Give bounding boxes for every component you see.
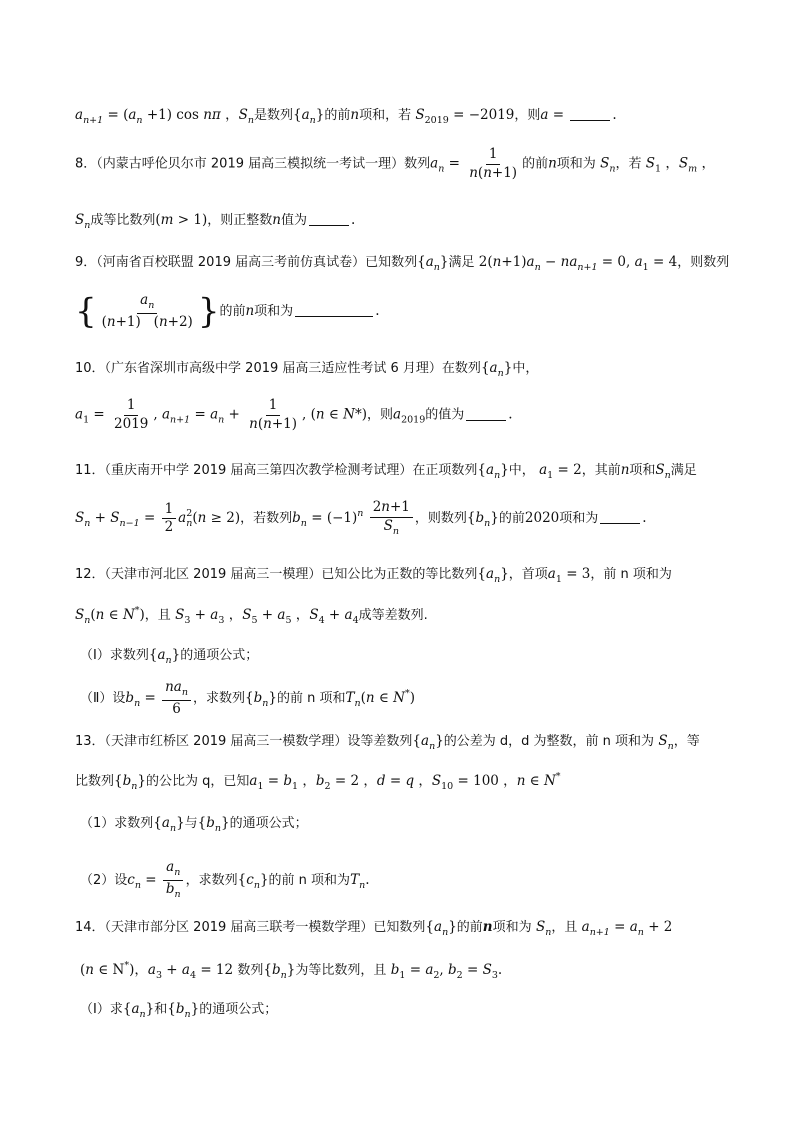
text: 数列 <box>237 963 264 978</box>
question-11-source: 11．（重庆南开中学 2019 届高三第四次教学检测考试理）在正项数列 <box>75 463 478 478</box>
text: 值为 <box>280 213 307 228</box>
question-9-source: 9．（河南省百校联盟 2019 届高三考前仿真试卷）已知数列 <box>75 255 418 270</box>
text: ，其前 <box>581 463 621 478</box>
question-13-line-1: 13．（天津市红桥区 2019 届高三一模数学理）设等差数列$\{a_n\}$的公差为 d，d 为整数，前 n 项和为 $S_n$，等 <box>75 733 700 752</box>
text: ，且 <box>144 608 171 623</box>
text: ，首项 <box>508 567 548 582</box>
text: 成等比数列 <box>90 213 156 228</box>
text: （1）求数列 <box>80 816 154 831</box>
question-13-part-2: （2）设$c_n$ = $\frac{a_n}{b_n}$ ，求数列$\{c_n\}$的前 n 项和为$T_n$. <box>80 859 370 900</box>
text: ，若 <box>615 156 642 172</box>
text: 与 <box>184 816 198 831</box>
text: 项和为 <box>492 920 532 935</box>
text: 的通项公式； <box>180 648 259 663</box>
text: 和 <box>154 1002 168 1017</box>
text: 的通项公式； <box>199 1002 278 1017</box>
text: 中， <box>512 361 539 376</box>
question-8-line-2: $S_n$成等比数列(m > 1)，则正整数n值为 . <box>75 212 356 231</box>
question-12-line-2: $S_n(n$ ∈ N*)，且 $S_3 + a_3$ ，$S_5 + a_5$ ，$S_4 + a_4$成等差数列. <box>75 605 428 626</box>
question-13-line-2: 比数列$\{b_n\}$的公比为 q，已知$a_1 = b_1$ ，$b_2 = 2$ ，d = q ，$S_{10} = 100$ ，n ∈ N* <box>75 771 561 792</box>
text: 中， <box>508 463 535 478</box>
question-12-part-1: （Ⅰ）求数列$\{a_n\}$的通项公式； <box>80 647 259 666</box>
question-14-line-2: (n ∈ N*)，$a_3 + a_4 = 12$ 数列$\{b_n\}$为等比数列，且 $b_1 = a_2$, $b_2 = S_3$. <box>80 960 503 981</box>
answer-blank <box>309 213 349 226</box>
text: ，则数列 <box>677 255 730 270</box>
answer-blank <box>466 408 506 421</box>
text: 的前 n 项和 <box>276 691 346 707</box>
text: 项和为 <box>559 511 599 527</box>
text: ，则 <box>367 407 394 423</box>
text: 成等差数列. <box>358 608 428 623</box>
text: 的通项公式； <box>229 816 308 831</box>
question-10-line-2: $a_1$ = $\frac{1}{2019}$ , $a_{n+1} = a_n$ + $\frac{1}{n(n+1)}$ , (n ∈ N*)，则$a_{2019}$的值为 . <box>75 397 513 432</box>
question-11-line-2: $S_n + S_{n-1}$ = $\frac{1}{2}$ $a^2_n(n \ge 2)$，若数列$b_n = (-1)^n$ $\frac{2n+1}{S_n}$ ，则数列$\{b_n\}$的前2020项和为 . <box>75 499 647 537</box>
text: ，若数列 <box>240 511 293 527</box>
text: 项和为 <box>556 156 596 172</box>
text: 的前 n 项和为 <box>268 872 351 888</box>
question-13-source: 13．（天津市红桥区 2019 届高三一模数学理）设等差数列 <box>75 734 413 749</box>
text: 的前 <box>456 920 483 935</box>
text: 项和，若 <box>359 108 412 123</box>
text: ，且 <box>551 920 578 935</box>
answer-blank <box>570 108 610 121</box>
text: 项和为 <box>254 304 294 320</box>
text: 项和 <box>629 463 656 478</box>
question-10-line-1: 10．（广东省深圳市高级中学 2019 届高三适应性考试 6 月理）在数列$\{a_n\}$中， <box>75 360 539 379</box>
text: 满足 <box>670 463 697 478</box>
text: 的前 <box>219 304 246 320</box>
question-8-source: 8．（内蒙古呼伦贝尔市 2019 届高三模拟统一考试一理）数列 <box>75 156 431 172</box>
question-12-source: 12．（天津市河北区 2019 届高三一模理）已知公比为正数的等比数列 <box>75 567 478 582</box>
text: 的值为 <box>425 407 465 423</box>
q7-continuation-line: $a_{n+1} = (a_n +1)$ cos nπ ，$S_n$是数列$\{a_n\}$的前n项和，若 $S_{2019} = -2019$，则a = . <box>75 107 617 126</box>
question-11-line-1: 11．（重庆南开中学 2019 届高三第四次教学检测考试理）在正项数列$\{a_n\}$中， $a_1 = 2$，其前n项和$S_n$满足 <box>75 462 697 481</box>
answer-blank <box>600 511 640 524</box>
text: 的公比为 q，已知 <box>145 774 250 789</box>
text: ，则正整数 <box>207 213 273 228</box>
text: 为等比数列，且 <box>295 963 387 978</box>
question-9-line-2: { $\frac{a_n}{(n+1) (n+2)}$ }的前n项和为 . <box>75 291 380 332</box>
text: 2020 <box>524 510 560 527</box>
question-14-part-1: （Ⅰ）求$\{a_n\}$和$\{b_n\}$的通项公式； <box>80 1001 278 1020</box>
question-9-line-1: 9．（河南省百校联盟 2019 届高三考前仿真试卷）已知数列$\{a_n\}$满足 $2(n+1)a_n - na_{n+1} = 0$, $a_1 = 4$，则数列 <box>75 254 730 273</box>
question-12-part-2: （Ⅱ）设$b_n$ = $\frac{na_n}{6}$ ，求数列$\{b_n\}$的前 n 项和$T_n(n$ ∈ N*) <box>80 679 416 717</box>
question-12-line-1: 12．（天津市河北区 2019 届高三一模理）已知公比为正数的等比数列$\{a_n\}$，首项$a_1 = 3$，前 n 项和为 <box>75 566 672 585</box>
text: 满足 <box>448 255 475 270</box>
question-14-source: 14．（天津市部分区 2019 届高三联考一模数学理）已知数列 <box>75 920 426 935</box>
text: ，等 <box>673 734 700 749</box>
question-13-part-1: （1）求数列$\{a_n\}$与$\{b_n\}$的通项公式； <box>80 815 308 834</box>
text: （2）设 <box>80 872 128 888</box>
text: （Ⅰ）求数列 <box>80 648 149 663</box>
text: ，则数列 <box>414 511 467 527</box>
text: ，则 <box>514 108 541 123</box>
question-10-source: 10．（广东省深圳市高级中学 2019 届高三适应性考试 6 月理）在数列 <box>75 361 481 376</box>
text: 的前 <box>522 156 549 172</box>
text: 比数列 <box>75 774 115 789</box>
text: ，求数列 <box>185 872 238 888</box>
question-14-line-1: 14．（天津市部分区 2019 届高三联考一模数学理）已知数列$\{a_n\}$的前n项和为 $S_n$，且 $a_{n+1} = a_n + 2$ <box>75 919 673 938</box>
text: （Ⅱ）设 <box>80 691 126 707</box>
question-8-line-1: 8．（内蒙古呼伦贝尔市 2019 届高三模拟统一考试一理）数列$a_n$ = $\frac{1}{n(n+1)}$ 的前n项和为 $S_n$，若 $S_1$ ，$S_m$ ， <box>75 146 715 181</box>
text: 的前 <box>498 511 525 527</box>
answer-blank <box>295 304 373 317</box>
text: 的公差为 d，d 为整数，前 n 项和为 <box>443 734 655 749</box>
text: （Ⅰ）求 <box>80 1002 123 1017</box>
text: ，求数列 <box>192 691 245 707</box>
text: ，前 n 项和为 <box>590 567 672 582</box>
